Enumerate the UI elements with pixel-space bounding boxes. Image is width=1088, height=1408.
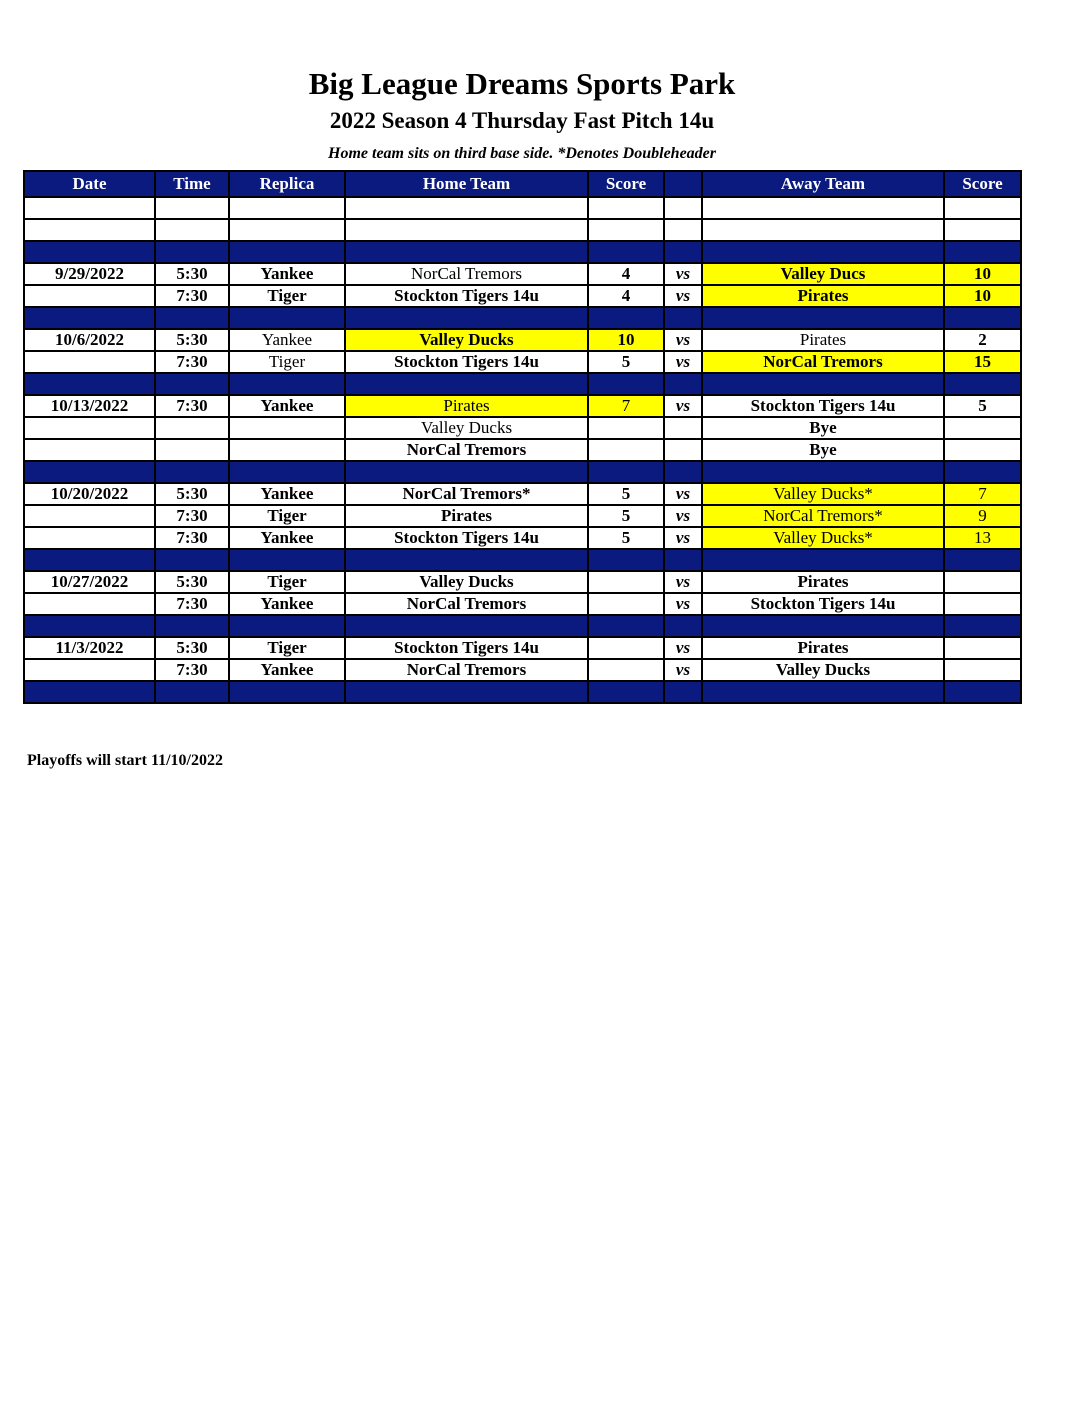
game-time: 5:30 [155, 329, 229, 351]
home-score: 5 [588, 505, 664, 527]
col-header-away-score: Score [944, 171, 1021, 197]
home-score: 5 [588, 527, 664, 549]
away-score: 5 [944, 395, 1021, 417]
home-team: NorCal Tremors [345, 593, 588, 615]
game-date [24, 593, 155, 615]
separator-row [24, 549, 1021, 571]
page-title: Big League Dreams Sports Park [308, 66, 736, 101]
game-time: 7:30 [155, 351, 229, 373]
game-time: 7:30 [155, 593, 229, 615]
game-row [24, 637, 1021, 659]
home-team: Pirates [345, 505, 588, 527]
bye-row [24, 417, 1021, 439]
game-field: Tiger [229, 505, 345, 527]
col-header-replica: Replica [229, 171, 345, 197]
away-score: 2 [944, 329, 1021, 351]
home-team: NorCal Tremors [345, 439, 588, 461]
game-field: Tiger [229, 351, 345, 373]
home-score [588, 571, 664, 593]
vs-label: vs [664, 263, 702, 285]
away-score: 7 [944, 483, 1021, 505]
game-field: Tiger [229, 285, 345, 307]
away-team: Valley Ducks* [702, 483, 944, 505]
away-score [944, 593, 1021, 615]
vs-label: vs [664, 593, 702, 615]
vs-label: vs [664, 571, 702, 593]
home-team: Stockton Tigers 14u [345, 637, 588, 659]
away-team: Stockton Tigers 14u [702, 593, 944, 615]
game-row [24, 329, 1021, 351]
away-score: 13 [944, 527, 1021, 549]
home-score: 10 [588, 329, 664, 351]
vs-label: vs [664, 527, 702, 549]
home-team: NorCal Tremors* [345, 483, 588, 505]
game-date: 10/27/2022 [24, 571, 155, 593]
page-subtitle: 2022 Season 4 Thursday Fast Pitch 14u [329, 108, 715, 133]
empty-row [24, 197, 1021, 219]
col-header-home-score: Score [588, 171, 664, 197]
away-score [944, 637, 1021, 659]
away-score [944, 571, 1021, 593]
home-team: NorCal Tremors [345, 263, 588, 285]
game-row [24, 483, 1021, 505]
schedule-note: Home team sits on third base side. *Denotes Doubleheader [328, 145, 716, 162]
col-header-away-team: Away Team [702, 171, 944, 197]
home-score: 5 [588, 351, 664, 373]
separator-row [24, 461, 1021, 483]
vs-label: vs [664, 351, 702, 373]
home-team: Stockton Tigers 14u [345, 285, 588, 307]
game-field: Yankee [229, 395, 345, 417]
away-score: 10 [944, 263, 1021, 285]
home-team: Valley Ducks [345, 571, 588, 593]
vs-label: vs [664, 505, 702, 527]
game-time: 5:30 [155, 637, 229, 659]
vs-label: vs [664, 285, 702, 307]
away-team: Bye [702, 417, 944, 439]
game-date [24, 527, 155, 549]
away-team: Valley Ducks [702, 659, 944, 681]
game-date [24, 505, 155, 527]
home-team: Stockton Tigers 14u [345, 527, 588, 549]
home-team: Stockton Tigers 14u [345, 351, 588, 373]
game-field: Yankee [229, 483, 345, 505]
away-team: Valley Ducs [702, 263, 944, 285]
home-team: NorCal Tremors [345, 659, 588, 681]
game-date: 10/20/2022 [24, 483, 155, 505]
game-field: Tiger [229, 637, 345, 659]
game-field: Yankee [229, 527, 345, 549]
home-team: Pirates [345, 395, 588, 417]
game-time: 5:30 [155, 571, 229, 593]
col-header-time: Time [155, 171, 229, 197]
game-row [24, 505, 1021, 527]
separator-row [24, 307, 1021, 329]
separator-row [24, 681, 1021, 703]
game-row [24, 285, 1021, 307]
schedule-table [23, 170, 1022, 704]
home-team: Valley Ducks [345, 417, 588, 439]
separator-row [24, 615, 1021, 637]
game-time: 5:30 [155, 483, 229, 505]
game-date [24, 351, 155, 373]
vs-label: vs [664, 329, 702, 351]
game-date: 9/29/2022 [24, 263, 155, 285]
away-team: Pirates [702, 571, 944, 593]
separator-row [24, 373, 1021, 395]
game-time: 7:30 [155, 505, 229, 527]
game-date: 11/3/2022 [24, 637, 155, 659]
game-row [24, 527, 1021, 549]
game-field: Yankee [229, 659, 345, 681]
game-row [24, 571, 1021, 593]
vs-label: vs [664, 637, 702, 659]
game-row [24, 659, 1021, 681]
game-field: Tiger [229, 571, 345, 593]
away-team: Valley Ducks* [702, 527, 944, 549]
away-score: 15 [944, 351, 1021, 373]
game-time: 5:30 [155, 263, 229, 285]
away-team: NorCal Tremors* [702, 505, 944, 527]
home-score: 7 [588, 395, 664, 417]
game-field: Yankee [229, 593, 345, 615]
game-time: 7:30 [155, 285, 229, 307]
game-date: 10/13/2022 [24, 395, 155, 417]
game-time: 7:30 [155, 659, 229, 681]
away-team: NorCal Tremors [702, 351, 944, 373]
home-score [588, 659, 664, 681]
home-score [588, 637, 664, 659]
away-team: Pirates [702, 285, 944, 307]
game-date [24, 285, 155, 307]
home-score [588, 593, 664, 615]
away-team: Pirates [702, 329, 944, 351]
home-team: Valley Ducks [345, 329, 588, 351]
game-row [24, 351, 1021, 373]
game-row [24, 395, 1021, 417]
away-team: Pirates [702, 637, 944, 659]
game-time: 7:30 [155, 395, 229, 417]
away-score: 10 [944, 285, 1021, 307]
home-score: 4 [588, 285, 664, 307]
away-score [944, 659, 1021, 681]
game-date [24, 659, 155, 681]
away-team: Stockton Tigers 14u [702, 395, 944, 417]
home-score: 5 [588, 483, 664, 505]
home-score: 4 [588, 263, 664, 285]
empty-row [24, 219, 1021, 241]
vs-label: vs [664, 659, 702, 681]
col-header-home-team: Home Team [345, 171, 588, 197]
header-row [24, 171, 1021, 197]
away-score: 9 [944, 505, 1021, 527]
game-row [24, 593, 1021, 615]
bye-row [24, 439, 1021, 461]
vs-label: vs [664, 395, 702, 417]
vs-label: vs [664, 483, 702, 505]
away-team: Bye [702, 439, 944, 461]
game-time: 7:30 [155, 527, 229, 549]
col-header-date: Date [24, 171, 155, 197]
game-field: Yankee [229, 329, 345, 351]
separator-row [24, 241, 1021, 263]
game-field: Yankee [229, 263, 345, 285]
playoffs-note: Playoffs will start 11/10/2022 [27, 752, 223, 769]
col-header-vs [664, 171, 702, 197]
game-date: 10/6/2022 [24, 329, 155, 351]
game-row [24, 263, 1021, 285]
